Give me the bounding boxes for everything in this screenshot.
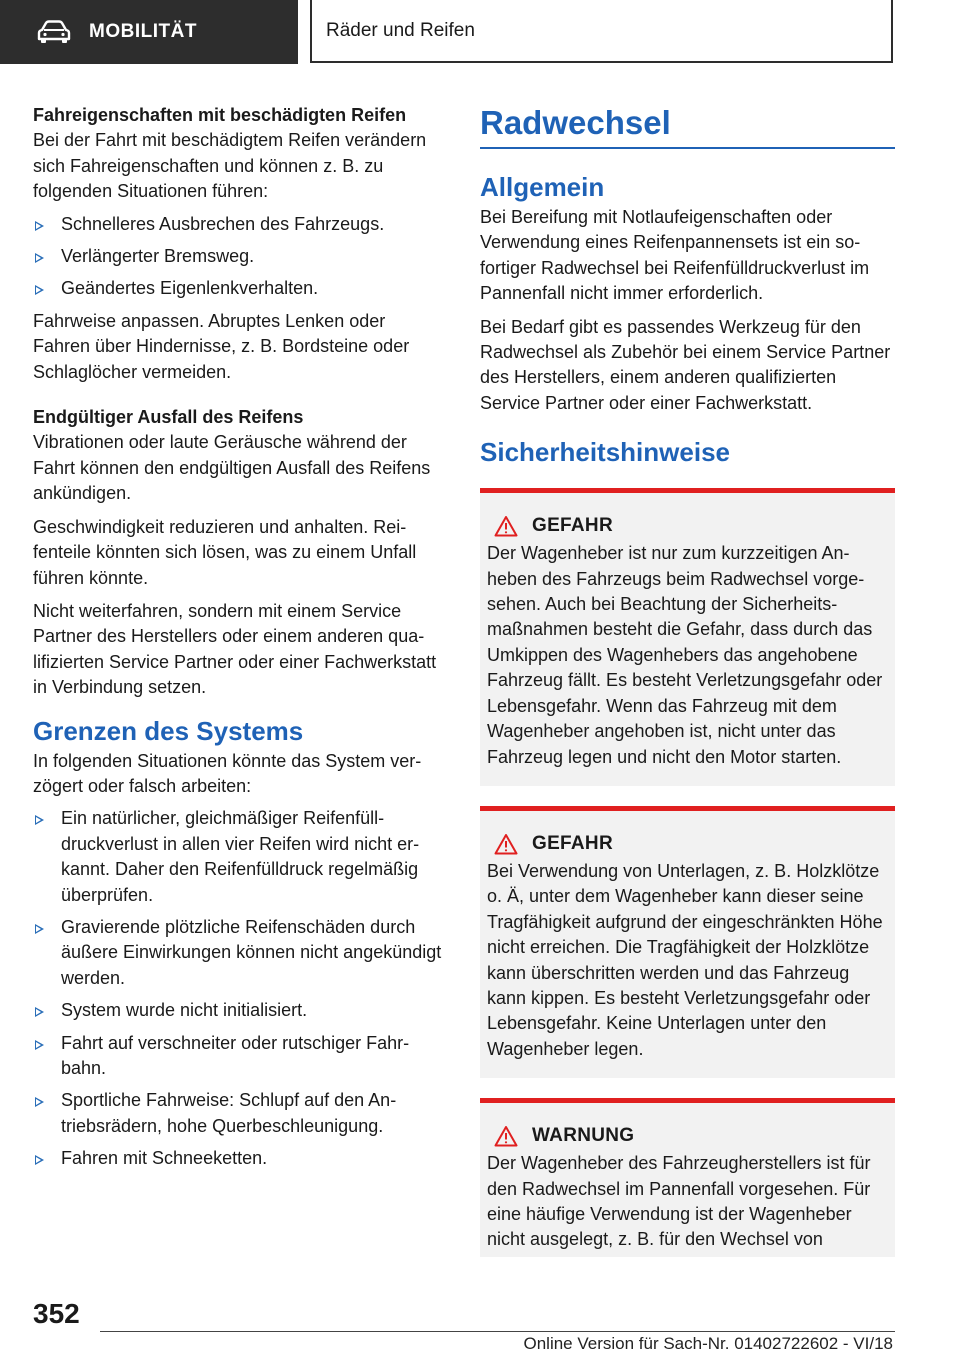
list-item: Gravierende plötzliche Reifenschäden durch äußere Einwirkungen können nicht angekündigt werden. — [33, 915, 445, 991]
warning-triangle-icon — [494, 1125, 518, 1147]
subheading-ausfall: Endgültiger Ausfall des Reifens — [33, 407, 304, 428]
warning-triangle-icon — [494, 515, 518, 537]
left-column — [33, 103, 445, 1179]
list-item: Schnelleres Ausbrechen des Fahrzeugs. — [33, 212, 445, 237]
heading-grenzen: Grenzen des Systems — [33, 715, 304, 746]
bullet-triangle-icon — [35, 285, 44, 295]
paragraph: Bei der Fahrt mit beschädigtem Reifen verändern sich Fahreigenschaften und können z. B. zu folgenden Situationen führen: — [33, 130, 427, 202]
warning-box — [480, 1098, 895, 1257]
paragraph: Fahrweise anpassen. Abruptes Lenken oder Fahren über Hindernisse, z. B. Bordsteine oder Schlaglöcher vermeiden. — [33, 310, 410, 382]
bullet-list-effects — [33, 212, 445, 302]
paragraph: Vibrationen oder laute Geräusche während der Fahrt können den endgültigen Ausfall des Reifens ankündigen. — [33, 432, 431, 504]
paragraph: Geschwindigkeit reduzieren und anhalten. Reifenteile könnten sich lösen, was zu einem Unfall führen könnte. — [33, 516, 417, 588]
paragraph: In folgenden Situationen könnte das System verzögert oder falsch arbeiten: — [33, 750, 422, 796]
bullet-triangle-icon — [35, 1040, 44, 1050]
bullet-list-limits — [33, 806, 445, 1171]
car-icon — [37, 20, 71, 44]
header-section-label: MOBILITÄT — [89, 21, 197, 42]
header-chapter-tab[interactable] — [310, 0, 893, 63]
footer-divider — [100, 1331, 895, 1332]
bullet-triangle-icon — [35, 221, 44, 231]
list-item: Fahrt auf verschneiter oder rutschiger Fahrbahn. — [33, 1031, 445, 1082]
paragraph: Bei Bereifung mit Notlaufeigenschaften oder Verwendung eines Reifenpannensets ist ein sofortiger Radwechsel bei Reifenfülldruckverlust im Pannenfall nicht immer erforderlich. — [480, 207, 870, 304]
header-section-tab[interactable] — [0, 0, 298, 64]
warning-text: Bei Verwendung von Unterlagen, z. B. Holzklötze o. Ä, unter dem Wagenheber kann dieser seine Tragfähigkeit aufgrund der eingeschränkten Höhe nicht erreichen. Die Tragfähigkeit der Holzklötze kann überschritten werden und das Fahrzeug kann kippen. Es besteht Verletzungsgefahr oder Lebensgefahr. Keine Unterlagen unter den Wagenheber legen. — [487, 860, 883, 1059]
warning-label: GEFAHR — [532, 515, 613, 537]
subheading-fahreigenschaften: Fahreigenschaften mit beschädigten Reifen — [33, 105, 407, 125]
list-item: System wurde nicht initialisiert. — [33, 998, 445, 1023]
bullet-triangle-icon — [35, 253, 44, 263]
bullet-triangle-icon — [35, 815, 44, 825]
warning-label: GEFAHR — [532, 832, 613, 854]
bullet-triangle-icon — [35, 1155, 44, 1165]
page-number: 352 — [33, 1298, 80, 1329]
heading-allgemein: Allgemein — [480, 172, 605, 202]
paragraph: Nicht weiterfahren, sondern mit einem Service Partner des Herstellers oder einem anderen qualifizierten Service Partner oder einer Fachwerkstatt in Verbindung setzen. — [33, 600, 437, 698]
warning-box — [480, 806, 895, 1078]
page-title: Radwechsel — [480, 103, 895, 149]
footer-version: Online Version für Sach-Nr. 01402722602 - VI/18 — [523, 1334, 893, 1353]
header-chapter-label: Räder und Reifen — [326, 19, 475, 41]
warning-box — [480, 488, 895, 786]
warning-label: WARNUNG — [532, 1125, 635, 1147]
list-item: Ein natürlicher, gleichmäßiger Reifenfülldruckverlust in allen vier Reifen wird nicht erkannt. Daher den Reifenfülldruck regelmäßig überprüfen. — [33, 806, 445, 908]
list-item: Verlängerter Bremsweg. — [33, 244, 445, 269]
bullet-triangle-icon — [35, 1097, 44, 1107]
warning-triangle-icon — [494, 833, 518, 855]
heading-sicherheitshinweise: Sicherheitshinweise — [480, 437, 730, 468]
bullet-triangle-icon — [35, 924, 44, 934]
list-item: Geändertes Eigenlenkverhalten. — [33, 276, 445, 301]
bullet-triangle-icon — [35, 1007, 44, 1017]
list-item: Sportliche Fahrweise: Schlupf auf den Antriebsrädern, hohe Querbeschleunigung. — [33, 1088, 445, 1139]
warning-text: Der Wagenheber ist nur zum kurzzeitigen Anheben des Fahrzeugs beim Radwechsel vorgesehen. Auch bei Beachtung der Sicherheitsmaßnahmen besteht die Gefahr, dass durch das Umkippen des Wagenhebers das angehobene Fahrzeug fällt. Es besteht Verletzungsgefahr oder Lebensgefahr. Wenn das Fahrzeug mit dem Wagenheber angehoben ist, nicht unter das Fahrzeug legen und nicht den Motor starten. — [487, 543, 883, 767]
warning-text: Der Wagenheber des Fahrzeugherstellers ist für den Radwechsel im Pannenfall vorgesehen. Für eine häufige Verwendung ist der Wagenheber nicht ausgelegt, z. B. für den Wechsel von — [487, 1153, 871, 1250]
list-item: Fahren mit Schneeketten. — [33, 1146, 445, 1171]
paragraph: Bei Bedarf gibt es passendes Werkzeug für den Radwechsel als Zubehör bei einem Service Partner des Herstellers, einem anderen qualifizierten Service Partner oder einer Fachwerkstatt. — [480, 316, 891, 413]
right-column — [480, 103, 895, 1257]
